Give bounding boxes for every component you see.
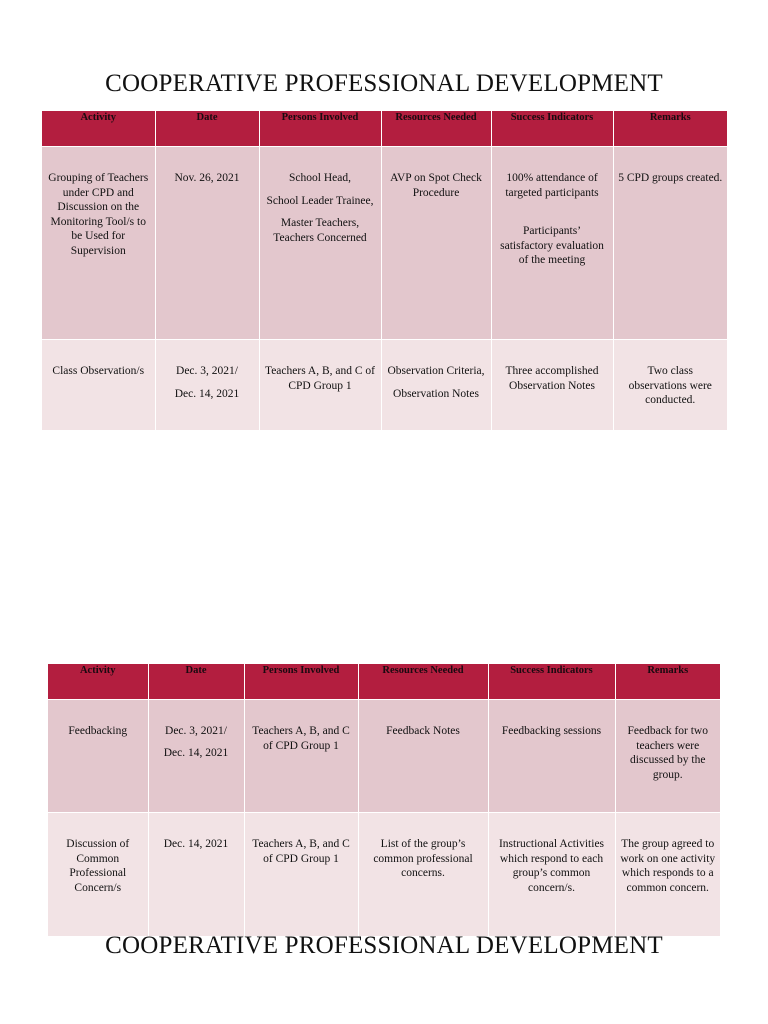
cell-remarks: 5 CPD groups created. [613,147,727,340]
cell-resources-line: Observation Notes [393,387,479,400]
cell-date [155,340,259,431]
table-row [48,700,720,813]
cell-resources-line: Observation Criteria, [387,365,485,377]
cell-resources: AVP on Spot Check Procedure [381,147,491,340]
cell-persons [259,147,381,340]
header-success-indicators: Success Indicators [491,111,613,147]
table-header-row [42,111,727,147]
cpd-table-2 [48,664,720,937]
cell-date-line: Dec. 3, 2021/ [165,725,227,737]
cell-indicator-line: Participants’ satisfactory evaluation of the meeting [500,225,604,266]
header-persons-involved: Persons Involved [259,111,381,147]
table-row [48,813,720,937]
cell-remarks: The group agreed to work on one activity which responds to a common concern. [615,813,720,937]
cell-activity: Feedbacking [48,700,148,813]
page-title-bottom: COOPERATIVE PROFESSIONAL DEVELOPMENT [105,932,663,959]
cell-date [148,700,244,813]
cell-resources [381,340,491,431]
cell-indicators: Instructional Activities which respond to each group’s common concern/s. [488,813,615,937]
cpd-table-1 [42,111,727,431]
table-row [42,147,727,340]
cell-persons: Teachers A, B, and C of CPD Group 1 [244,700,358,813]
cell-date-line: Dec. 14, 2021 [174,387,240,400]
cell-date-line: Dec. 14, 2021 [163,746,229,759]
cell-remarks: Two class observations were conducted. [613,340,727,431]
cell-date: Nov. 26, 2021 [155,147,259,340]
cell-indicator-line: 100% attendance of targeted participants [505,172,599,199]
header-activity: Activity [48,664,148,700]
cell-persons-line: Master Teachers, Teachers Concerned [273,217,367,244]
cell-persons-line: School Leader Trainee, [266,194,374,207]
cell-resources: List of the group’s common professional concerns. [358,813,488,937]
cell-resources: Feedback Notes [358,700,488,813]
header-activity: Activity [42,111,155,147]
cell-indicators [491,147,613,340]
header-remarks: Remarks [613,111,727,147]
cell-date: Dec. 14, 2021 [148,813,244,937]
cell-persons: Teachers A, B, and C of CPD Group 1 [244,813,358,937]
table-row [42,340,727,431]
cell-activity: Class Observation/s [42,340,155,431]
header-resources-needed: Resources Needed [381,111,491,147]
cell-indicators: Three accomplished Observation Notes [491,340,613,431]
cell-persons-line: School Head, [289,172,351,184]
header-resources-needed: Resources Needed [358,664,488,700]
cell-date-line: Dec. 3, 2021/ [176,365,238,377]
header-success-indicators: Success Indicators [488,664,615,700]
header-date: Date [155,111,259,147]
cell-activity: Grouping of Teachers under CPD and Discussion on the Monitoring Tool/s to be Used for Supervision [42,147,155,340]
page-title-top: COOPERATIVE PROFESSIONAL DEVELOPMENT [105,70,663,97]
header-date: Date [148,664,244,700]
cell-indicators: Feedbacking sessions [488,700,615,813]
header-remarks: Remarks [615,664,720,700]
cell-remarks: Feedback for two teachers were discussed by the group. [615,700,720,813]
cell-activity: Discussion of Common Professional Concern/s [48,813,148,937]
header-persons-involved: Persons Involved [244,664,358,700]
table-header-row [48,664,720,700]
cell-persons: Teachers A, B, and C of CPD Group 1 [259,340,381,431]
